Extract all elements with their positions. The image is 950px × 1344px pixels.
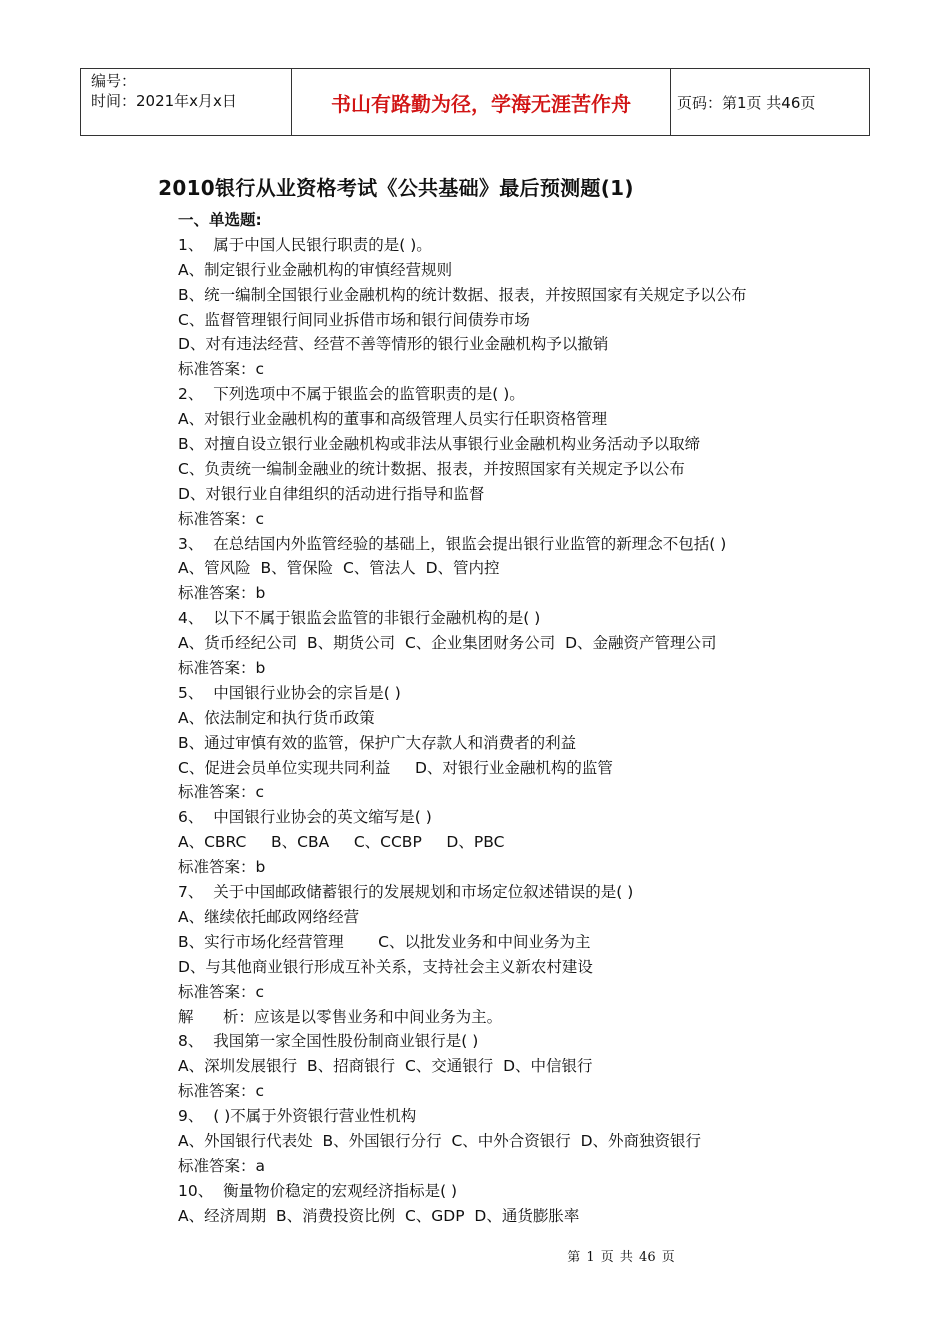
text-line: A、继续依托邮政网络经营 (178, 907, 360, 926)
text-line: B、对擅自设立银行业金融机构或非法从事银行业金融机构业务活动予以取缔 (178, 435, 701, 454)
text-line: A、外国银行代表处 B、外国银行分行 C、中外合资银行 D、外商独资银行 (178, 1131, 702, 1150)
id-label: 编号： (91, 72, 137, 90)
text-line: 10、 衡量物价稳定的宏观经济指标是( ) (178, 1181, 458, 1200)
text-line: 标准答案：a (178, 1156, 265, 1175)
text-line: D、对银行业自律组织的活动进行指导和监督 (178, 484, 485, 503)
page-label: 页码：第1页 共46页 (671, 69, 870, 136)
text-line: 7、 关于中国邮政储蓄银行的发展规划和市场定位叙述错误的是( ) (178, 883, 634, 902)
text-line: 解 析：应该是以零售业务和中间业务为主。 (178, 1007, 503, 1026)
text-line: B、统一编制全国银行业金融机构的统计数据、报表，并按照国家有关规定予以公布 (178, 285, 747, 304)
text-line: 1、 属于中国人民银行职责的是( )。 (178, 235, 432, 254)
text-line: 标准答案：c (178, 1082, 265, 1101)
text-line: 2、 下列选项中不属于银监会的监管职责的是( )。 (178, 385, 525, 404)
document-body (178, 208, 878, 1229)
header-table (80, 68, 870, 136)
text-line: 8、 我国第一家全国性股份制商业银行是( ) (178, 1032, 479, 1051)
text-line: 4、 以下不属于银监会监管的非银行金融机构的是( ) (178, 609, 541, 628)
text-line: 标准答案：c (178, 982, 265, 1001)
text-line: D、与其他商业银行形成互补关系，支持社会主义新农村建设 (178, 957, 593, 976)
text-line: A、对银行业金融机构的董事和高级管理人员实行任职资格管理 (178, 410, 608, 429)
text-line: 标准答案：c (178, 783, 265, 802)
section-heading: 一、单选题: (178, 211, 262, 229)
text-line: 标准答案：b (178, 858, 266, 877)
text-line: C、促进会员单位实现共同利益 D、对银行业金融机构的监管 (178, 758, 613, 777)
text-line: A、CBRC B、CBA C、CCBP D、PBC (178, 833, 505, 852)
text-line: A、管风险 B、管保险 C、管法人 D、管内控 (178, 559, 500, 578)
text-line: A、货币经纪公司 B、期货公司 C、企业集团财务公司 D、金融资产管理公司 (178, 634, 717, 653)
text-line: B、实行市场化经营管理 C、以批发业务和中间业务为主 (178, 932, 591, 951)
text-line: 5、 中国银行业协会的宗旨是( ) (178, 683, 401, 702)
text-line: A、深圳发展银行 B、招商银行 C、交通银行 D、中信银行 (178, 1057, 593, 1076)
header-left-cell (81, 69, 292, 136)
text-line: C、监督管理银行间同业拆借市场和银行间债券市场 (178, 310, 530, 329)
text-line: 标准答案：c (178, 509, 265, 528)
page-footer: 第 1 页 共 46 页 (567, 1250, 675, 1265)
text-line: 标准答案：b (178, 659, 266, 678)
text-line: 9、 ( )不属于外资银行营业性机构 (178, 1107, 417, 1126)
text-line: A、制定银行业金融机构的审慎经营规则 (178, 260, 453, 279)
text-line: 标准答案：b (178, 584, 266, 603)
text-line: C、负责统一编制金融业的统计数据、报表，并按照国家有关规定予以公布 (178, 459, 685, 478)
text-line: B、通过审慎有效的监管，保护广大存款人和消费者的利益 (178, 733, 577, 752)
text-line: 6、 中国银行业协会的英文缩写是( ) (178, 808, 432, 827)
text-line: D、对有违法经营、经营不善等情形的银行业金融机构予以撤销 (178, 335, 609, 354)
text-line: A、依法制定和执行货币政策 (178, 708, 375, 727)
document-title: 2010银行从业资格考试《公共基础》最后预测题(1) (158, 176, 634, 200)
question-list (178, 233, 878, 1229)
text-line: 3、 在总结国内外监管经验的基础上，银监会提出银行业监管的新理念不包括( ) (178, 534, 727, 553)
motto: 书山有路勤为径，学海无涯苦作舟 (292, 69, 671, 136)
text-line: 标准答案：c (178, 360, 265, 379)
text-line: A、经济周期 B、消费投资比例 C、GDP D、通货膨胀率 (178, 1206, 580, 1225)
time-label: 时间：2021年x月x日 (91, 92, 237, 110)
